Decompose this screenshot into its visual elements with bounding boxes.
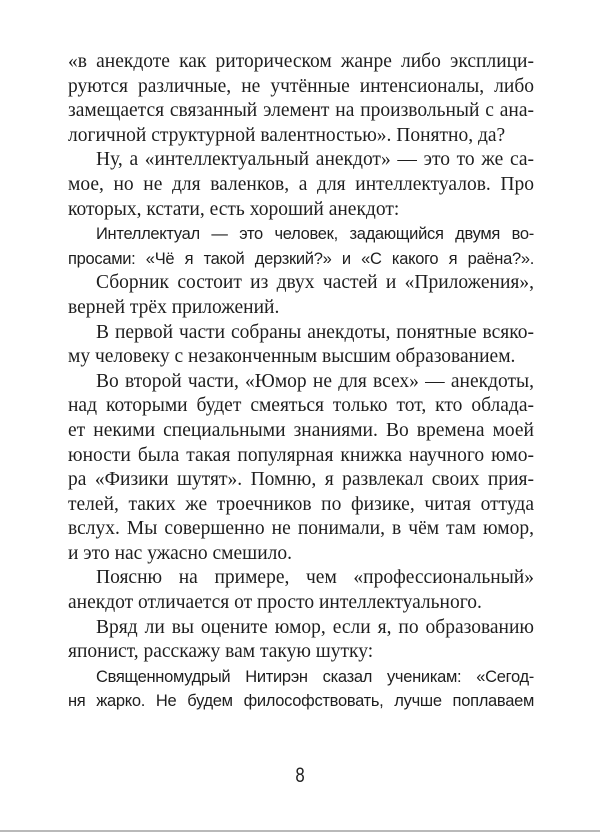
- page-number: 8: [295, 764, 305, 787]
- text-line: В первой части собраны анекдоты, понятные всяко-: [96, 321, 534, 343]
- text-line: юности была такая популярная книжка научного юмо-: [68, 444, 534, 466]
- text-line: анекдот отличается от просто интеллектуального.: [68, 592, 482, 614]
- text-line: логичной структурной валентностью». Понятно, да?: [68, 124, 506, 146]
- text-line: Поясню на примере, чем «профессиональный»: [96, 567, 534, 589]
- text-line: ра «Физики шутят». Помню, я развлекал своих прия-: [68, 469, 534, 491]
- text-line: му человеку с незаконченным высшим образованием.: [68, 346, 516, 368]
- text-line: ня жарко. Не будем философствовать, лучше поплаваем: [68, 692, 534, 711]
- paragraph-quote-definition: [68, 50, 534, 222]
- text-line: телей, таких же троечников по физике, читая оттуда: [68, 493, 534, 515]
- text-line: Священномудрый Нитирэн сказал ученикам: «Сегод-: [96, 667, 534, 686]
- text-line: просами: «Чё я такой дерзкий?» и «С какого я раёна?».: [68, 249, 534, 268]
- text-line: ет некими специальными знаниями. Во времена моей: [68, 419, 534, 441]
- text-line: Во второй части, «Юмор не для всех» — анекдоты,: [96, 370, 534, 392]
- text-line: японист, расскажу вам такую шутку:: [68, 641, 374, 663]
- text-line: которых, кстати, есть хороший анекдот:: [68, 198, 400, 220]
- text-line: руются различные, не учтённые интенсионалы, либо: [68, 75, 534, 97]
- text-line: Вряд ли вы оцените юмор, если я, по образованию: [96, 616, 534, 638]
- text-line: вслух. Мы совершенно не понимали, в чём там юмор,: [68, 518, 534, 540]
- text-line: и это нас ужасно смешило.: [68, 542, 292, 564]
- page-bottom-edge: [0, 830, 600, 832]
- page-body: [68, 50, 534, 714]
- text-line: мое, но не для валенков, а для интеллектуалов. Про: [68, 173, 534, 195]
- paragraph-collection-description: [68, 271, 534, 665]
- text-line: над которыми будет смеяться только тот, кто облада-: [68, 395, 534, 417]
- text-line: Ну, а «интеллектуальный анекдот» — это то же са-: [96, 149, 534, 171]
- text-line: замещается связанный элемент на произвольный с ана-: [68, 100, 534, 122]
- joke-nichiren: [68, 665, 534, 714]
- text-line: верней трёх приложений.: [68, 296, 280, 318]
- text-line: Интеллектуал — это человек, задающийся двумя во-: [96, 225, 534, 244]
- text-line: «в анекдоте как риторическом жанре либо эксплици-: [68, 51, 534, 72]
- text-line: Сборник состоит из двух частей и «Приложения»,: [96, 272, 534, 294]
- joke-intellectual: [68, 222, 534, 271]
